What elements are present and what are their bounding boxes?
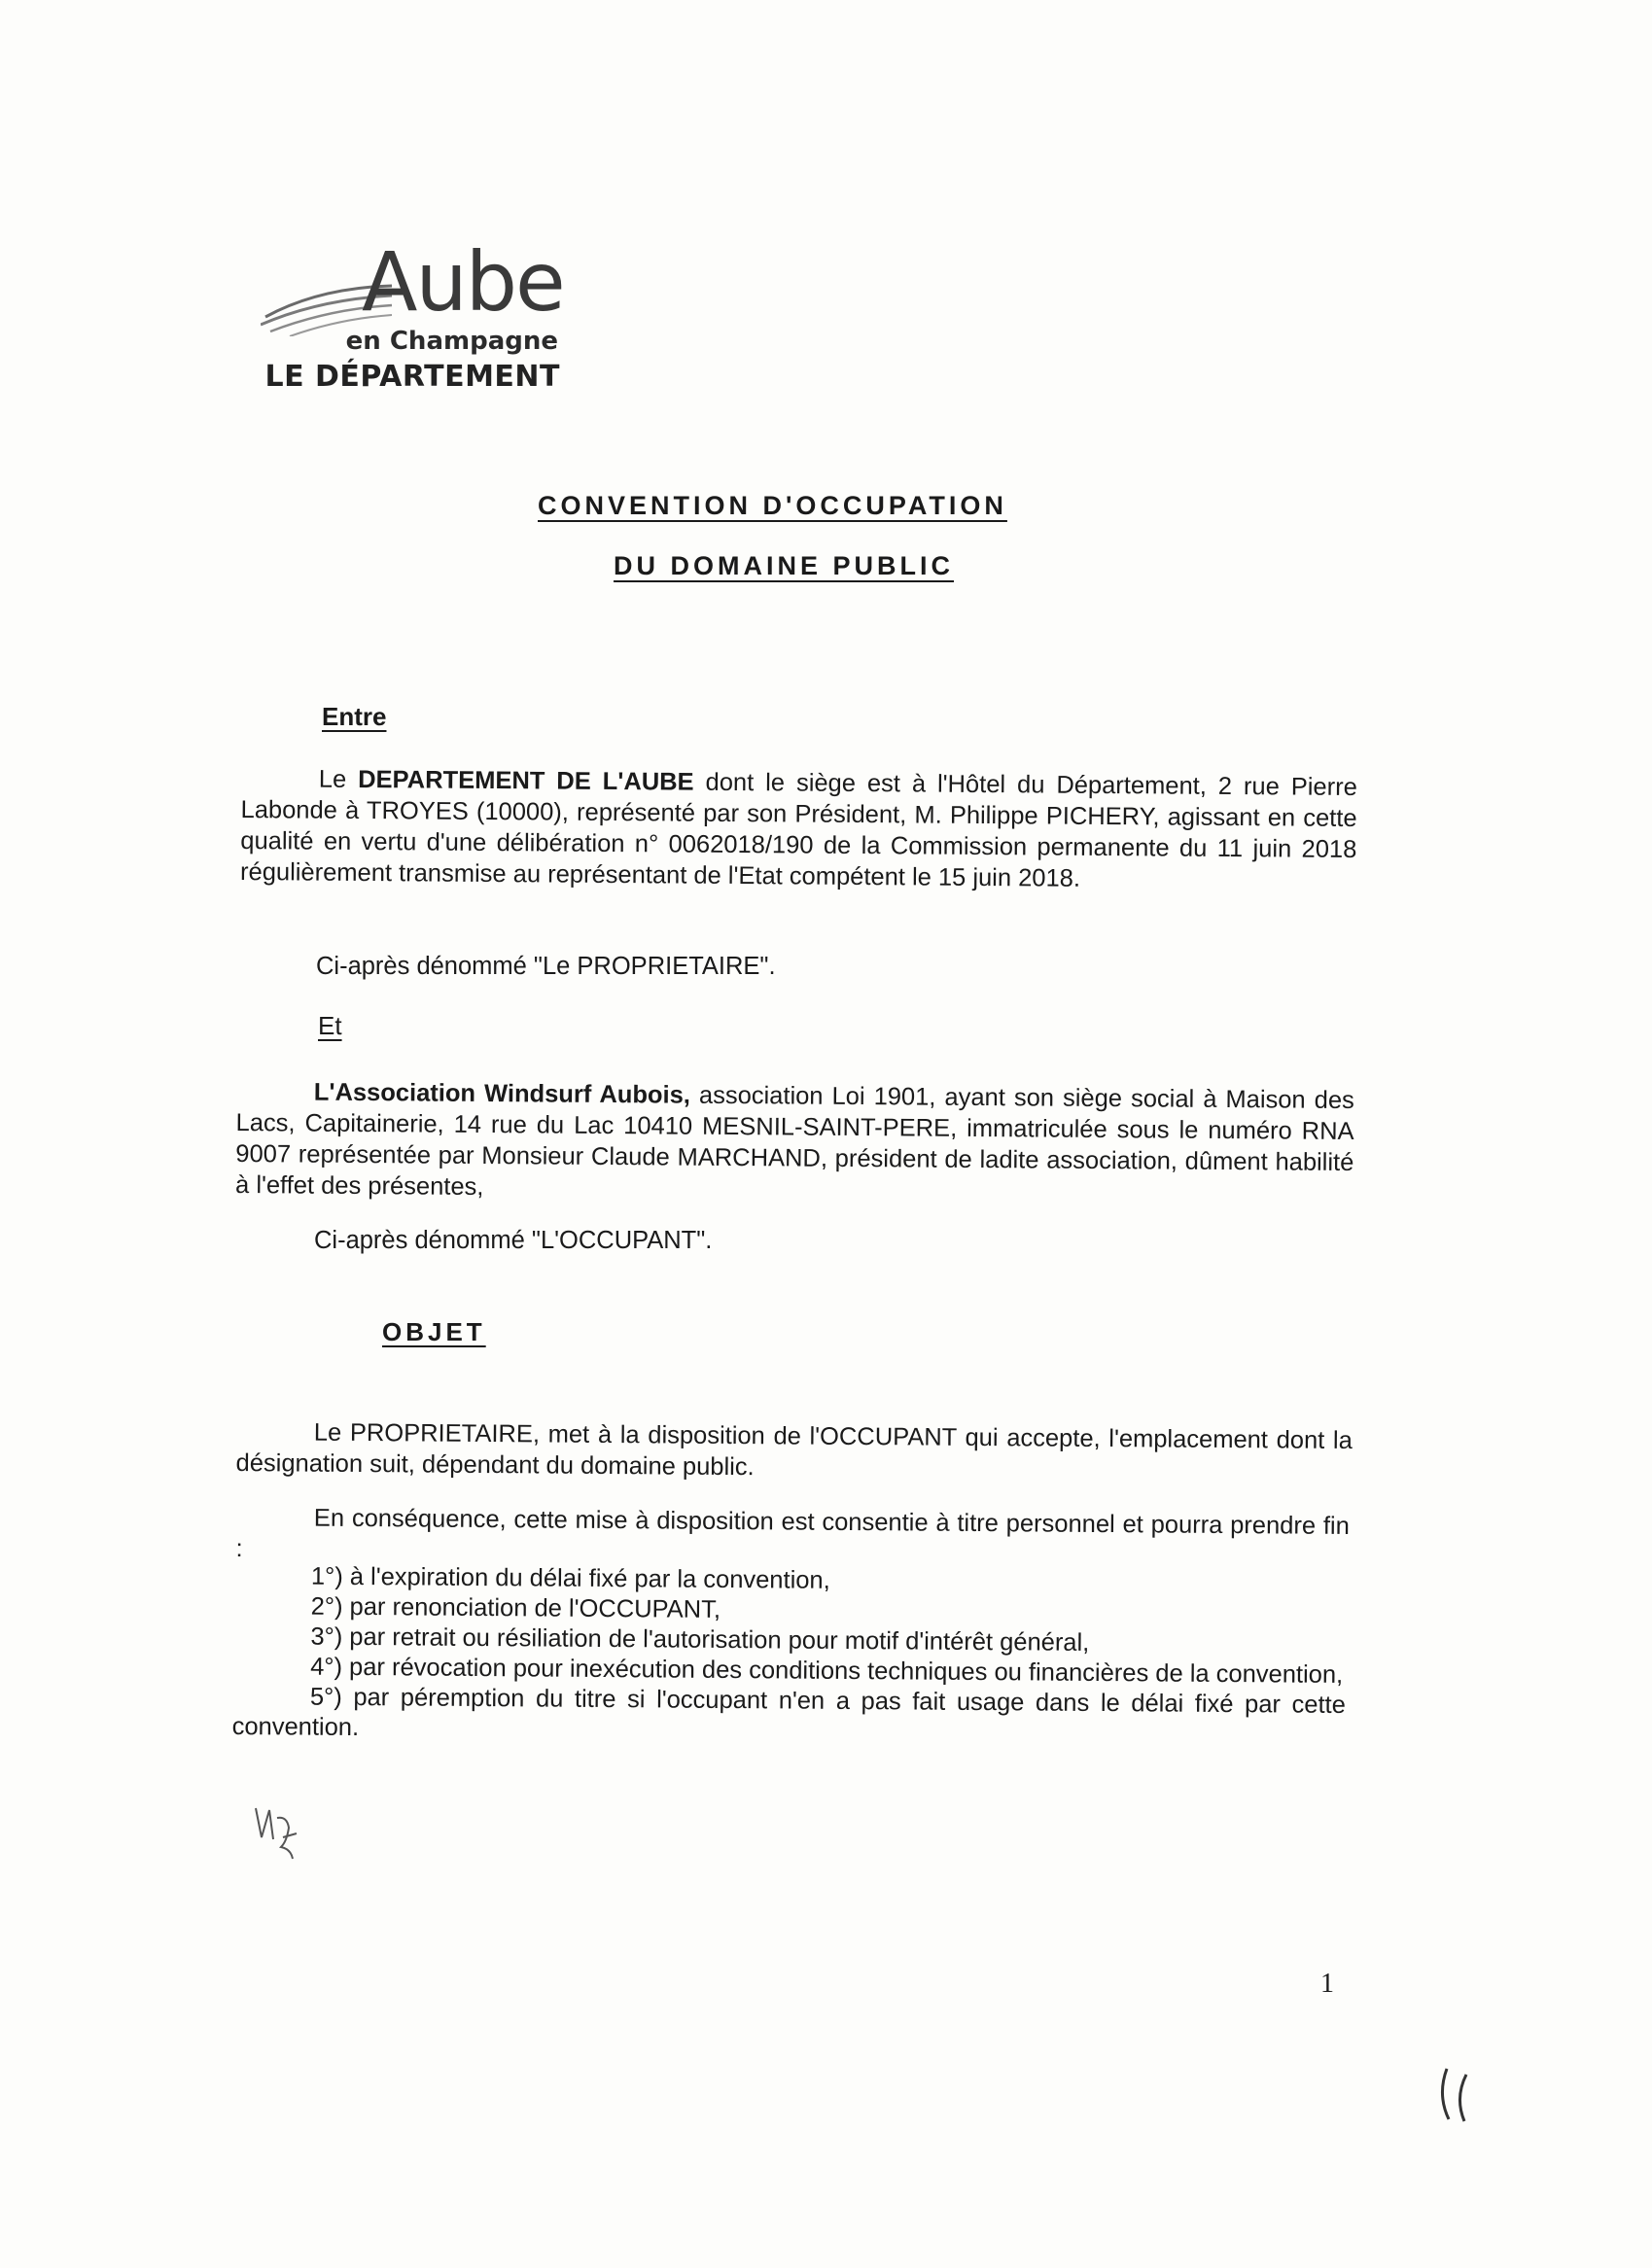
owner-alias: Ci-après dénommé "Le PROPRIETAIRE".	[316, 953, 776, 980]
et-heading: Et	[318, 1011, 342, 1040]
page-number: 1	[1320, 1969, 1334, 1999]
logo-department: LE DÉPARTEMENT	[264, 360, 560, 394]
document-title-line1: CONVENTION D'OCCUPATION	[538, 491, 1007, 520]
handwritten-mark-icon	[1429, 2061, 1488, 2129]
logo-word: Aube	[362, 234, 564, 330]
owner-description: dont le siège est à l'Hôtel du Département, 2 rue Pierre Labonde à TROYES (10000), représenté par son Président, M. Philippe PICHERY, agissant en cette qualité en vertu d'une délibération n° 0062018/190 de la Commission permanente du 11 juin 2018 régulièrement transmise au représentant de l'Etat compétent le 15 juin 2018.	[240, 768, 1357, 892]
list-item: 3°) par retrait ou résiliation de l'autorisation pour motif d'intérêt général,	[310, 1622, 1090, 1657]
termination-list	[232, 1561, 1347, 1751]
owner-name: DEPARTEMENT DE L'AUBE	[358, 765, 694, 796]
aube-logo	[261, 234, 564, 399]
owner-paragraph	[240, 763, 1357, 896]
document-title-line2: DU DOMAINE PUBLIC	[614, 551, 954, 580]
occupant-paragraph	[235, 1076, 1354, 1209]
list-item: 2°) par renonciation de l'OCCUPANT,	[310, 1592, 721, 1623]
owner-prefix: Le	[318, 765, 359, 793]
occupant-description: association Loi 1901, ayant son siège social à Maison des Lacs, Capitainerie, 14 rue du Lac 10410 MESNIL-SAINT-PERE, immatriculée sous le numéro RNA 9007 représentée par Monsieur Claude MARCHAND, président de ladite association, dûment habilité à l'effet des présentes,	[235, 1081, 1354, 1202]
objet-heading: OBJET	[382, 1317, 486, 1346]
objet-paragraph-2: En conséquence, cette mise à disposition est consentie à titre personnel et pourra prendre fin :	[235, 1504, 1350, 1563]
list-item: 1°) à l'expiration du délai fixé par la convention,	[310, 1562, 830, 1594]
occupant-alias: Ci-après dénommé "L'OCCUPANT".	[314, 1227, 713, 1254]
list-item: 4°) par révocation pour inexécution des conditions techniques ou financières de la convention,	[310, 1653, 1344, 1689]
entre-heading: Entre	[322, 702, 387, 731]
logo-subtitle: en Champagne	[345, 327, 558, 356]
list-item: 5°) par péremption du titre si l'occupant n'en a pas fait usage dans le délai fixé par cette convention.	[231, 1683, 1346, 1742]
handwritten-initials-icon	[248, 1798, 316, 1867]
occupant-name: L'Association Windsurf Aubois,	[313, 1078, 691, 1109]
objet-paragraph-1: Le PROPRIETAIRE, met à la disposition de l'OCCUPANT qui accepte, l'emplacement dont la désignation suit, dépendant du domaine public.	[235, 1418, 1353, 1482]
